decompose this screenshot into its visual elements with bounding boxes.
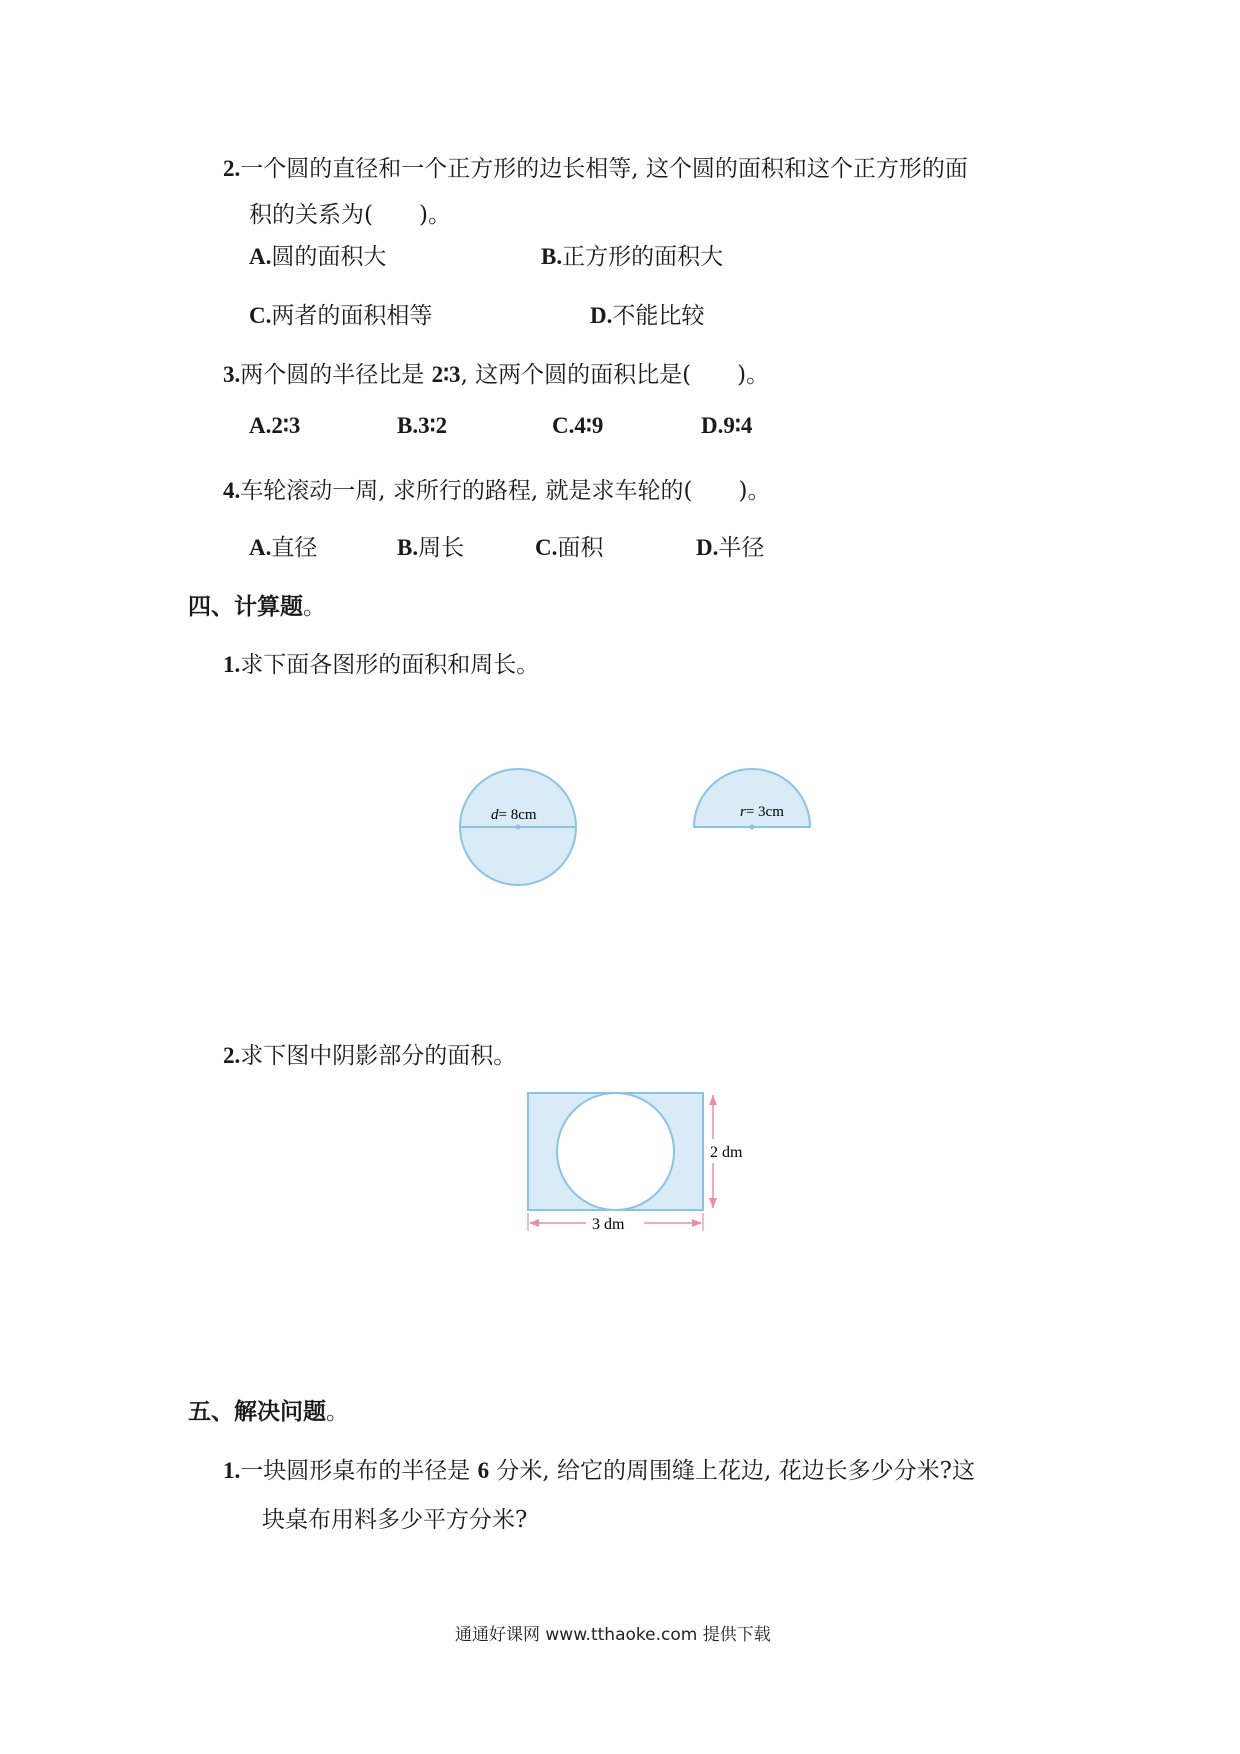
q3-number: 3. [223, 362, 241, 387]
s4-q1-line: 1.求下面各图形的面积和周长。 [223, 652, 540, 678]
section5-heading: 五、解决问题。 [188, 1398, 349, 1425]
section4-heading: 四、计算题。 [188, 593, 326, 620]
shaded-rectangle-figure [520, 1085, 760, 1235]
semicircle-radius-label: r= 3cm [740, 804, 784, 820]
q2-option-d[interactable]: D.不能比较 [590, 303, 705, 329]
circle-figure [455, 765, 585, 890]
q2-text: 一个圆的直径和一个正方形的边长相等, 这个圆的面积和这个正方形的面 [240, 156, 968, 182]
section5-title: 五、解决问题 [188, 1398, 326, 1425]
height-label: 2 dm [710, 1144, 743, 1161]
s5-q1-line1: 1.一块圆形桌布的半径是 6 分米, 给它的周围缝上花边, 花边长多少分米?这 [223, 1458, 975, 1484]
semicircle-figure [690, 765, 820, 835]
inner-circle [557, 1093, 674, 1210]
width-label: 3 dm [592, 1216, 625, 1233]
s4-q2-line: 2.求下图中阴影部分的面积。 [223, 1043, 517, 1069]
circle-center-dot [516, 825, 521, 830]
q2-option-b[interactable]: B.正方形的面积大 [541, 244, 724, 270]
q4-option-c[interactable]: C.面积 [535, 535, 604, 561]
q2-number: 2. [223, 156, 241, 181]
section4-title: 四、计算题 [188, 593, 303, 620]
semicircle-center-dot [750, 825, 755, 830]
circle-diameter-label: d= 8cm [491, 807, 537, 823]
s5-q1-line2: 块桌布用料多少平方分米? [262, 1507, 528, 1533]
q3-line: 3.两个圆的半径比是 2∶3, 这两个圆的面积比是( )。 [223, 362, 770, 388]
q2-option-a[interactable]: A.圆的面积大 [249, 244, 387, 270]
width-arrow-right [692, 1219, 702, 1227]
q4-option-b[interactable]: B.周长 [397, 535, 465, 561]
q4-line: 4.车轮滚动一周, 求所行的路程, 就是求车轮的( )。 [223, 478, 771, 504]
height-arrow-top [709, 1095, 717, 1105]
q3-option-a[interactable]: A.2∶3 [249, 413, 301, 438]
height-arrow-bottom [709, 1198, 717, 1208]
q2-line1 [223, 150, 968, 183]
q3-option-b[interactable]: B.3∶2 [397, 413, 448, 438]
footer: 通通好课网 www.tthaoke.com 提供下载 [455, 1625, 771, 1645]
q2-line2: 积的关系为( )。 [249, 202, 451, 228]
q4-option-d[interactable]: D.半径 [696, 535, 765, 561]
q2-option-c[interactable]: C.两者的面积相等 [249, 303, 433, 329]
q3-option-c[interactable]: C.4∶9 [552, 413, 604, 438]
q3-ratio: 2∶3 [431, 362, 461, 387]
q4-number: 4. [223, 478, 241, 503]
q3-option-d[interactable]: D.9∶4 [701, 413, 753, 438]
q4-option-a[interactable]: A.直径 [249, 535, 318, 561]
width-arrow-left [529, 1219, 539, 1227]
